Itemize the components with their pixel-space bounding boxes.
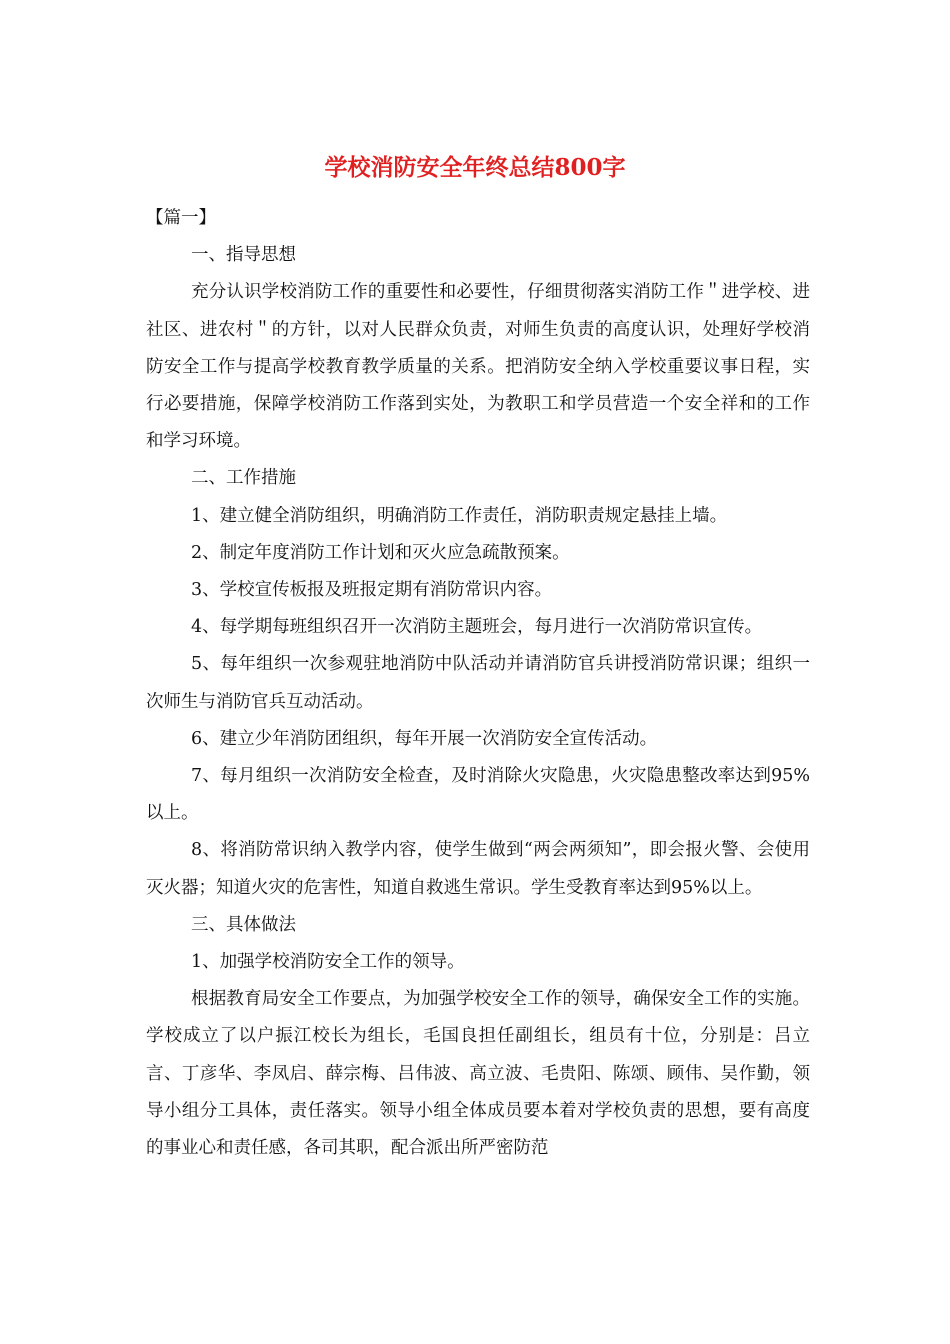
list-item: 8、将消防常识纳入教学内容，使学生做到“两会两须知”，即会报火警、会使用灭火器；知道火灾的危害性，知道自救逃生常识。学生受教育率达到95%以上。	[146, 840, 810, 898]
heading-specific-practices: 三、具体做法	[191, 914, 296, 935]
list-item: 5、每年组织一次参观驻地消防中队活动并请消防官兵讲授消防常识课；组织一次师生与消防官兵互动活动。	[146, 654, 810, 712]
section-label: 【篇一】	[146, 208, 216, 228]
list-item: 4、每学期每班组织召开一次消防主题班会，每月进行一次消防常识宣传。	[191, 617, 763, 638]
list-item: 7、每月组织一次消防安全检查，及时消除火灾隐患，火灾隐患整改率达到95%以上。	[146, 766, 810, 824]
list-item: 1、加强学校消防安全工作的领导。	[191, 952, 465, 973]
heading-work-measures: 二、工作措施	[191, 468, 296, 489]
paragraph: 充分认识学校消防工作的重要性和必要性，仔细贯彻落实消防工作＂进学校、进社区、进农村＂的方针，以对人民群众负责，对师生负责的高度认识，处理好学校消防安全工作与提高学校教育教学质量的关系。把消防安全纳入学校重要议事日程，实行必要措施，保障学校消防工作落到实处，为教职工和学员营造一个安全祥和的工作和学习环境。	[146, 282, 810, 452]
document-title: 学校消防安全年终总结800字	[324, 154, 626, 181]
list-item: 1、建立健全消防组织，明确消防工作责任，消防职责规定悬挂上墙。	[191, 505, 728, 526]
document-body	[146, 200, 810, 1167]
heading-guiding-ideology: 一、指导思想	[191, 245, 296, 266]
paragraph: 根据教育局安全工作要点，为加强学校安全工作的领导，确保安全工作的实施。学校成立了以户振江校长为组长，毛国良担任副组长，组员有十位，分别是：吕立言、丁彦华、李凤启、薛宗梅、吕伟波、高立波、毛贵阳、陈颂、顾伟、吴作勤，领导小组分工具体，责任落实。领导小组全体成员要本着对学校负责的思想，要有高度的事业心和责任感，各司其职，配合派出所严密防范	[146, 989, 810, 1159]
list-item: 2、制定年度消防工作计划和灭火应急疏散预案。	[191, 542, 570, 563]
list-item: 3、学校宣传板报及班报定期有消防常识内容。	[191, 580, 553, 601]
list-item: 6、建立少年消防团组织，每年开展一次消防安全宣传活动。	[191, 728, 658, 749]
